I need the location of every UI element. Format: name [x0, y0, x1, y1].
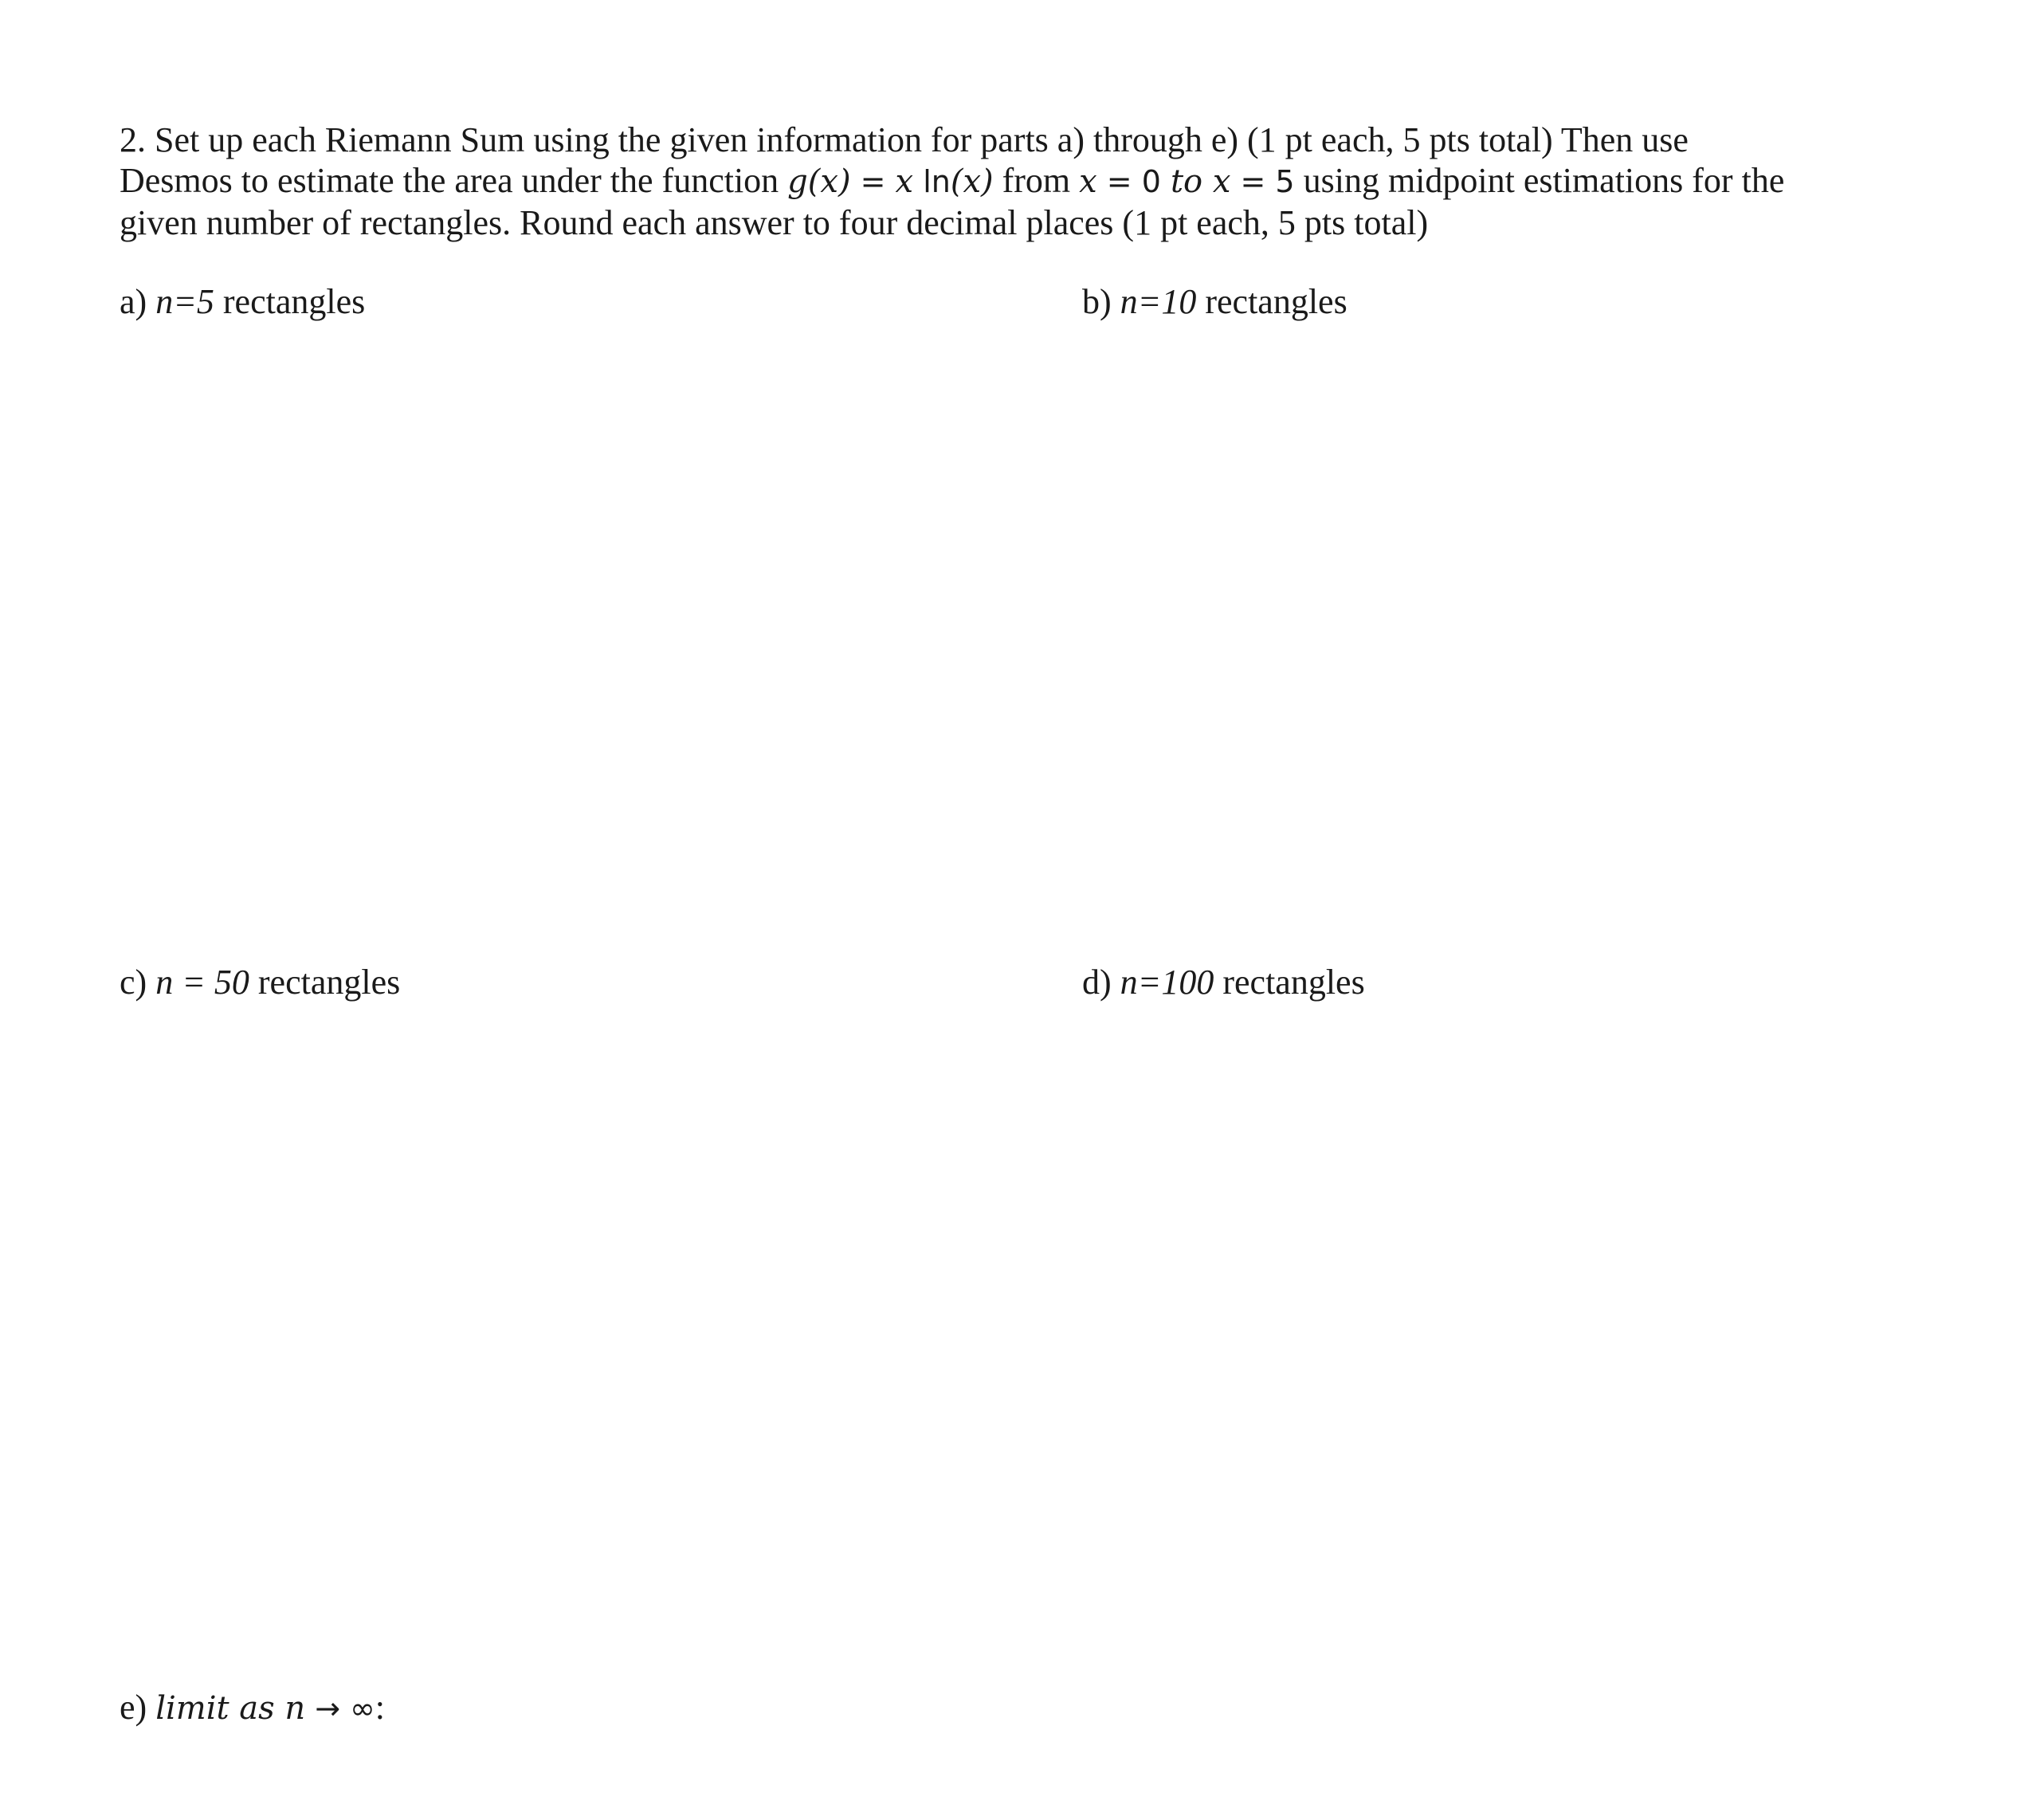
part-label: c): [120, 963, 156, 1002]
part-colon: :: [375, 1688, 386, 1727]
part-label: d): [1082, 963, 1120, 1002]
problem-line-3: given number of rectangles. Round each answer to four decimal places (1 pt each, 5 pts total): [120, 203, 1429, 242]
part-d-prompt: [1082, 962, 1365, 1002]
math-variable: x: [895, 163, 914, 200]
part-c-prompt: [120, 962, 400, 1002]
math-variable: x: [1202, 163, 1231, 200]
part-suffix: rectangles: [1214, 963, 1365, 1002]
problem-line-2: [120, 160, 1928, 202]
math-to: to: [1170, 163, 1203, 200]
part-suffix: rectangles: [1196, 282, 1347, 321]
part-label: a): [120, 282, 156, 321]
math-argument: (x): [950, 163, 994, 200]
part-label: e): [120, 1688, 156, 1727]
n-value: n=10: [1120, 282, 1197, 321]
problem-text: using midpoint estimations for the: [1294, 161, 1785, 200]
part-b-prompt: [1082, 281, 1347, 322]
n-value: n=100: [1120, 963, 1214, 1002]
problem-text: Desmos to estimate the area under the function: [120, 161, 788, 200]
part-suffix: rectangles: [214, 282, 366, 321]
math-ln: ln: [913, 164, 951, 199]
math-equals: =: [850, 164, 896, 199]
part-suffix: rectangles: [249, 963, 401, 1002]
math-variable: x: [1079, 163, 1097, 200]
n-value: n = 50: [155, 963, 249, 1002]
part-e-prompt: [120, 1687, 385, 1729]
problem-statement: [120, 120, 1928, 243]
problem-line-1: 2. Set up each Riemann Sum using the given information for parts a) through e) (1 pt each, 5 pts total) Then use: [120, 120, 1689, 159]
part-a-prompt: [120, 281, 365, 322]
math-lower-bound: = 0: [1096, 164, 1171, 199]
n-value: n=5: [155, 282, 214, 321]
problem-text: from: [993, 161, 1080, 200]
math-upper-bound: = 5: [1230, 164, 1295, 199]
arrow-infinity: → ∞: [305, 1691, 375, 1726]
part-label: b): [1082, 282, 1120, 321]
math-function-name: g(x): [787, 163, 851, 200]
limit-expression: limit as n: [155, 1690, 306, 1727]
